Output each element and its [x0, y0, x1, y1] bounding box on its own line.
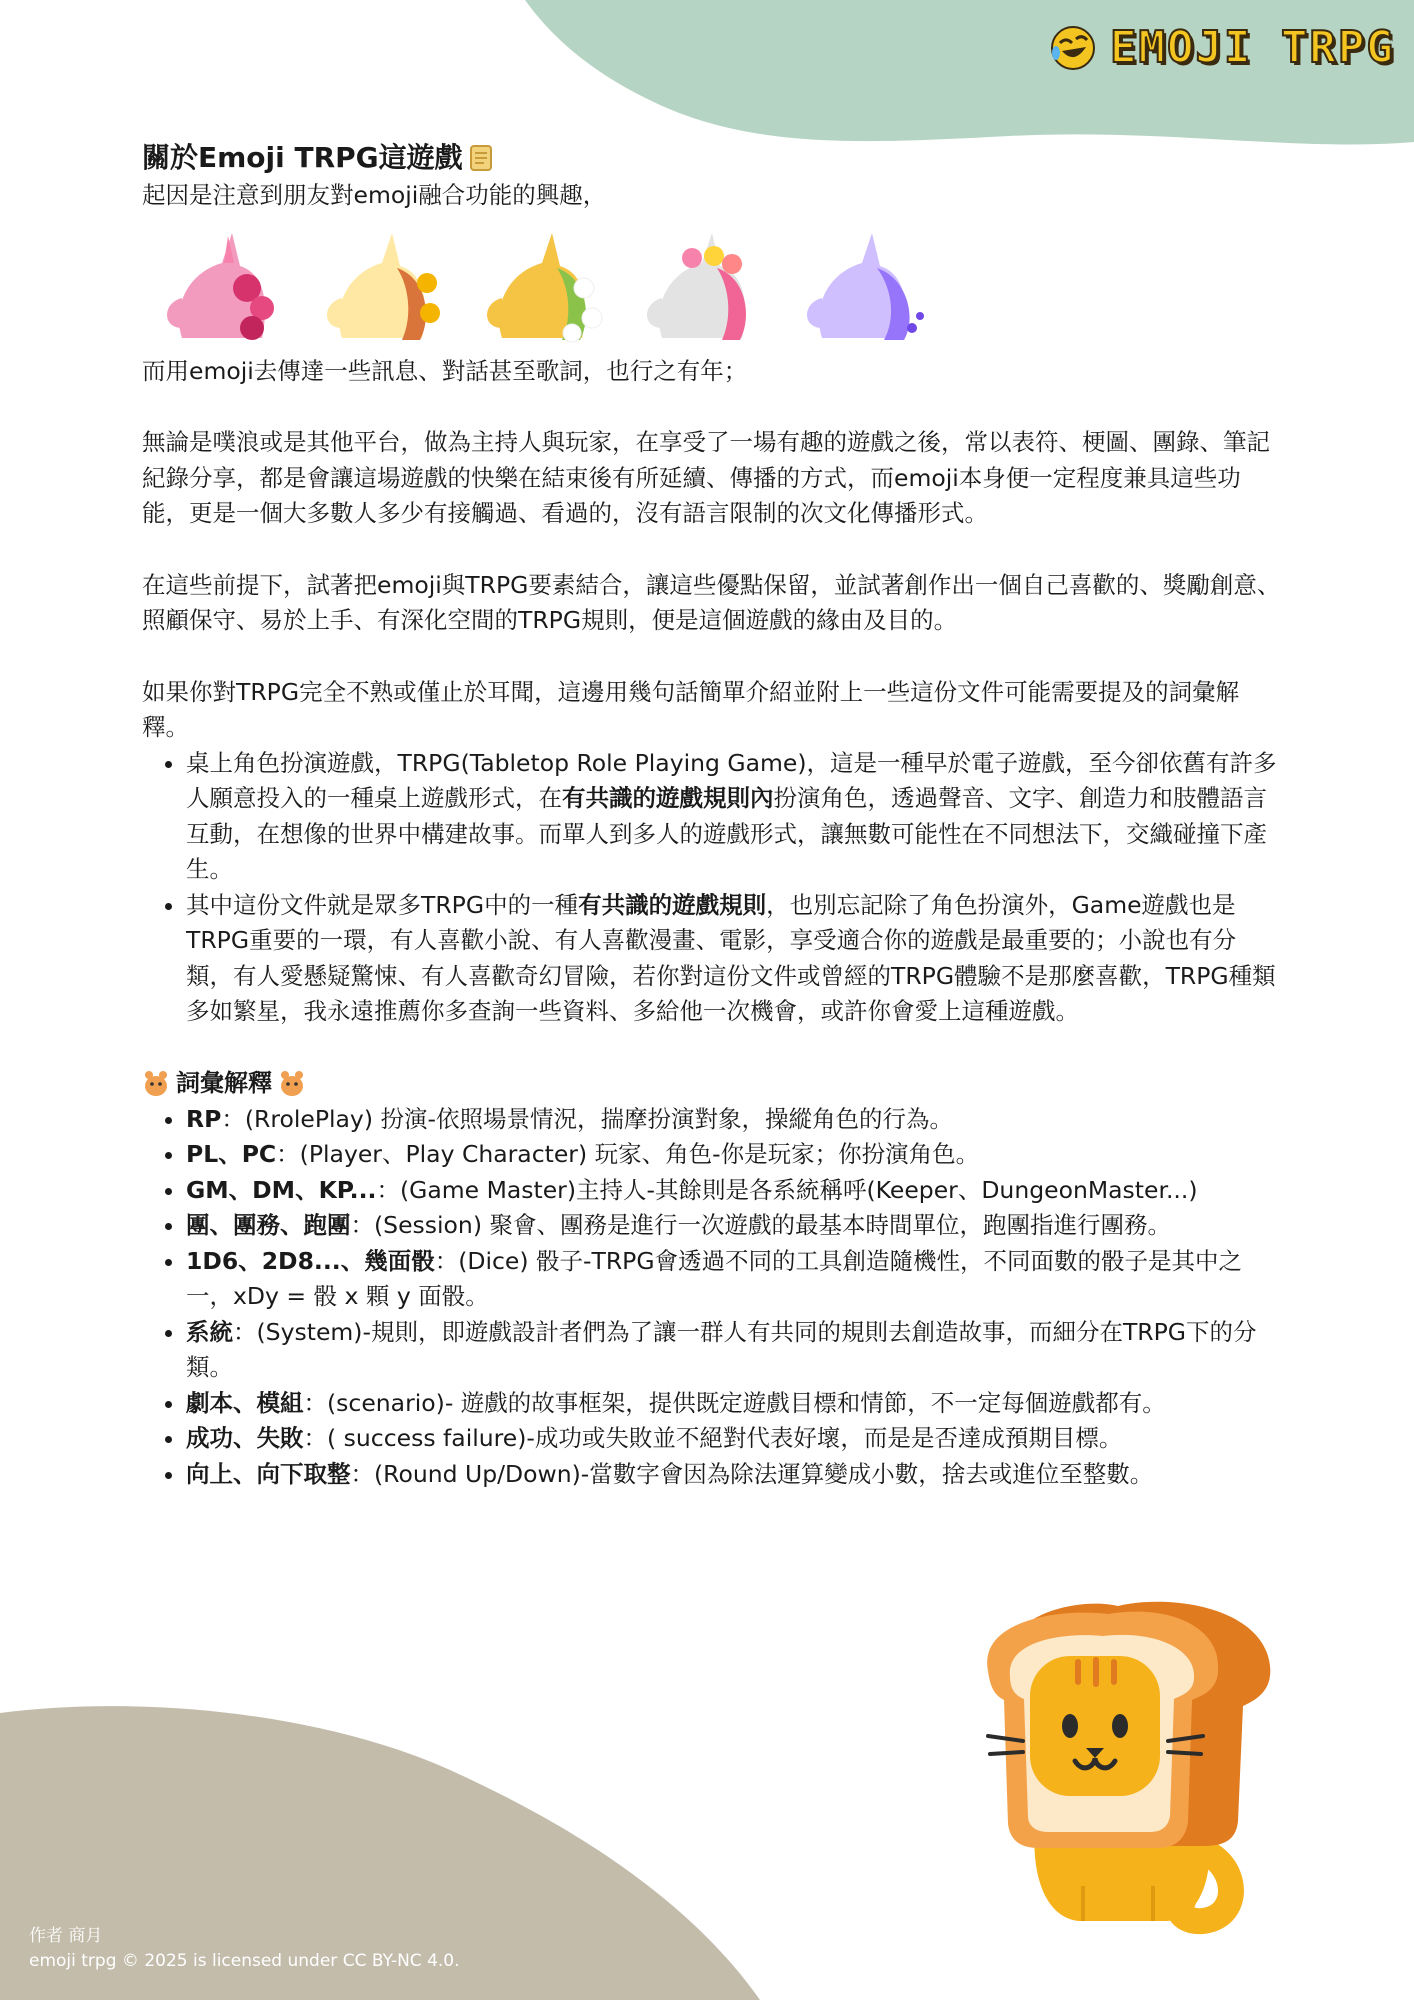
glossary-list: [142, 1102, 1282, 1493]
author-credit: 作者 商月: [29, 1926, 103, 1946]
logo: [1048, 22, 1395, 73]
license-text: emoji trpg © 2025 is licensed under CC BY-NC 4.0.: [29, 1951, 460, 1971]
paragraph-1: 而用emoji去傳達一些訊息、對話甚至歌詞，也行之有年；: [142, 356, 748, 385]
paragraph-4: 如果你對TRPG完全不熟或僅止於耳聞，這邊用幾句話簡單介紹並附上一些這份文件可能需要提及的詞彙解釋。: [142, 677, 1240, 741]
list-item: • 其中這份文件就是眾多TRPG中的一種有共識的遊戲規則，也別忘記除了角色扮演外，Game遊戲也是TRPG重要的一環，有人喜歡小說、有人喜歡漫畫、電影，享受適合你的遊戲是最重要的；小說也有分類，有人愛懸疑驚悚、有人喜歡奇幻冒險，若你對這份文件或曾經的TRPG體驗不是那麼喜歡，TRPG種類多如繁星，我永遠推薦你多查詢一些資料、多給他一次機會，或許你會愛上這種遊戲。: [186, 888, 1282, 1030]
intro-text: 起因是注意到朋友對emoji融合功能的興趣，: [142, 181, 607, 209]
lavender-unicorn: [792, 228, 932, 346]
bread-cat-illustration: [968, 1596, 1278, 1936]
glossary-item: • GM、DM、KP...：(Game Master)主持人-其餘則是各系統稱呼(Keeper、DungeonMaster...): [186, 1173, 1282, 1209]
main-content: [142, 138, 1282, 1492]
intro-bullet-list: [142, 746, 1282, 1030]
logo-text: EMOJI TRPG: [1110, 22, 1395, 73]
sunflower-unicorn: [312, 228, 452, 346]
glossary-item: • 向上、向下取整：(Round Up/Down)-當數字會因為除法運算變成小數，捨去或進位至整數。: [186, 1457, 1282, 1493]
page-title: [142, 138, 1282, 178]
page-title-text: 關於Emoji TRPG這遊戲: [142, 141, 463, 174]
hamster-left-icon: [142, 1068, 170, 1098]
hamster-right-icon: [278, 1068, 306, 1098]
list-item: • 桌上角色扮演遊戲，TRPG(Tabletop Role Playing Game)，這是一種早於電子遊戲，至今卻依舊有許多人願意投入的一種桌上遊戲形式，在有共識的遊戲規則內扮演角色，透過聲音、文字、創造力和肢體語言互動，在想像的世界中構建故事。而單人到多人的遊戲形式，讓無數可能性在不同想法下，交織碰撞下產生。: [186, 746, 1282, 888]
scroll-icon: [467, 143, 495, 173]
glossary-item: • 成功、失敗：( success failure)-成功或失敗並不絕對代表好壞，而是是否達成預期目標。: [186, 1421, 1282, 1457]
glossary-item: • 劇本、模組：(scenario)- 遊戲的故事框架，提供既定遊戲目標和情節，不一定每個遊戲都有。: [186, 1386, 1282, 1422]
footer: [29, 1924, 460, 1974]
glossary-item: • PL、PC：(Player、Play Character) 玩家、角色-你是玩家；你扮演角色。: [186, 1137, 1282, 1173]
glossary-item: • 系統：(System)-規則，即遊戲設計者們為了讓一群人有共同的規則去創造故事，而細分在TRPG下的分類。: [186, 1315, 1282, 1386]
glossary-heading: [142, 1064, 1282, 1102]
paragraph-3: 在這些前提下，試著把emoji與TRPG要素結合，讓這些優點保留，並試著創作出一個自己喜歡的、獎勵創意、照顧保守、易於上手、有深化空間的TRPG規則，便是這個遊戲的緣由及目的。: [142, 570, 1281, 634]
paragraph-2: 無論是噗浪或是其他平台，做為主持人與玩家，在享受了一場有趣的遊戲之後，常以表符、梗圖、團錄、筆記紀錄分享，都是會讓這場遊戲的快樂在結束後有所延續、傳播的方式，而emoji本身便一定程度兼具這些功能，更是一個大多數人多少有接觸過、看過的，沒有語言限制的次文化傳播形式。: [142, 428, 1270, 527]
glossary-title: 詞彙解釋: [176, 1068, 272, 1097]
rose-white-unicorn: [632, 228, 772, 346]
unicorn-emoji-row: [152, 226, 1282, 346]
rolling-laughing-emoji-icon: [1048, 23, 1098, 73]
glossary-item: • 團、團務、跑團：(Session) 聚會、團務是進行一次遊戲的最基本時間單位，跑團指進行團務。: [186, 1208, 1282, 1244]
glossary-item: • RP：(RrolePlay) 扮演-依照場景情況，揣摩扮演對象，操縱角色的行為。: [186, 1102, 1282, 1138]
daisy-unicorn: [472, 228, 612, 346]
glossary-item: • 1D6、2D8...、幾面骰：(Dice) 骰子-TRPG會透過不同的工具創造隨機性，不同面數的骰子是其中之一，xDy = 骰 x 顆 y 面骰。: [186, 1244, 1282, 1315]
pink-flower-unicorn: [152, 228, 292, 346]
